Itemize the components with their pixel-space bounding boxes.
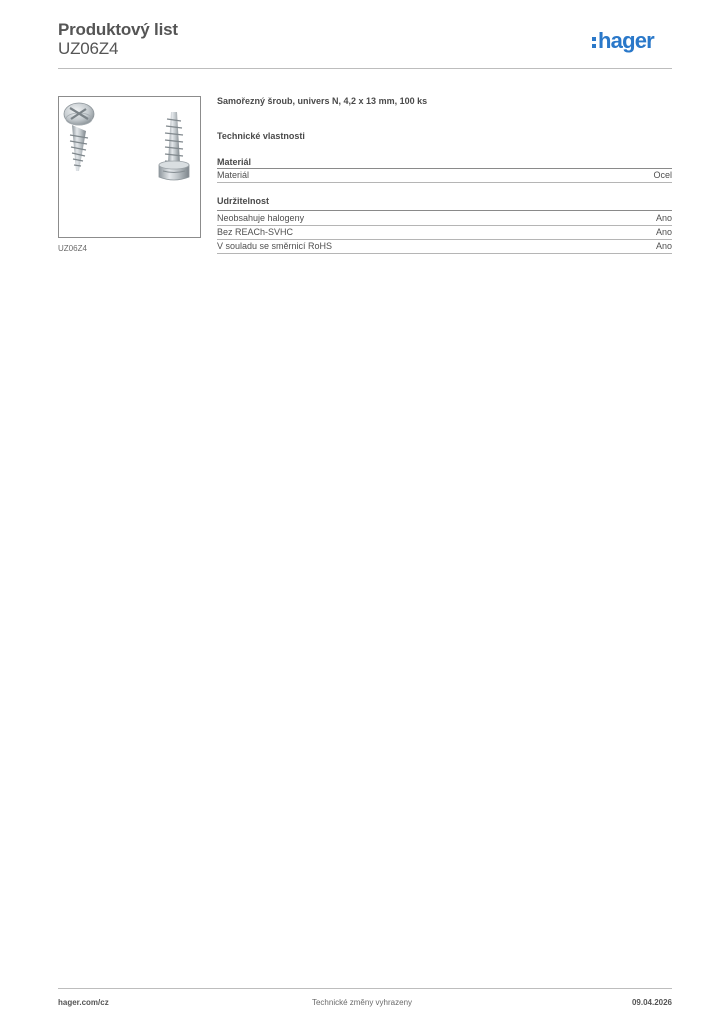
footer-date: 09.04.2026	[631, 998, 672, 1007]
property-label: Neobsahuje halogeny	[217, 213, 305, 223]
section-divider	[217, 210, 672, 211]
property-value: Ocel	[653, 170, 672, 180]
property-row	[217, 212, 672, 226]
hager-logo	[592, 28, 674, 58]
page-title: Produktový list	[58, 20, 178, 39]
property-value: Ano	[655, 213, 672, 223]
screw-icon	[59, 97, 200, 237]
image-caption: UZ06Z4	[58, 244, 87, 253]
footer-notice: Technické změny vyhrazeny	[311, 998, 413, 1007]
product-name: Samořezný šroub, univers N, 4,2 x 13 mm, 100 ks	[217, 96, 428, 106]
property-row	[217, 226, 672, 240]
property-value: Ano	[655, 241, 672, 251]
property-value: Ano	[655, 227, 672, 237]
product-image	[58, 96, 201, 238]
header-divider	[58, 68, 672, 69]
tech-properties-heading: Technické vlastnosti	[217, 131, 305, 141]
hager-logo-mark	[592, 28, 674, 58]
property-label: V souladu se směrnicí RoHS	[217, 241, 333, 251]
property-label: Bez REACh-SVHC	[217, 227, 294, 237]
property-row	[217, 169, 672, 183]
footer-divider	[58, 988, 672, 989]
property-row	[217, 240, 672, 254]
product-code: UZ06Z4	[58, 39, 119, 58]
footer-website[interactable]: hager.com/cz	[58, 998, 109, 1007]
logo-text: hager	[598, 28, 654, 53]
section-heading-material: Materiál	[217, 157, 252, 167]
section-heading-sustainability: Udržitelnost	[217, 196, 270, 206]
property-label: Materiál	[217, 170, 250, 180]
